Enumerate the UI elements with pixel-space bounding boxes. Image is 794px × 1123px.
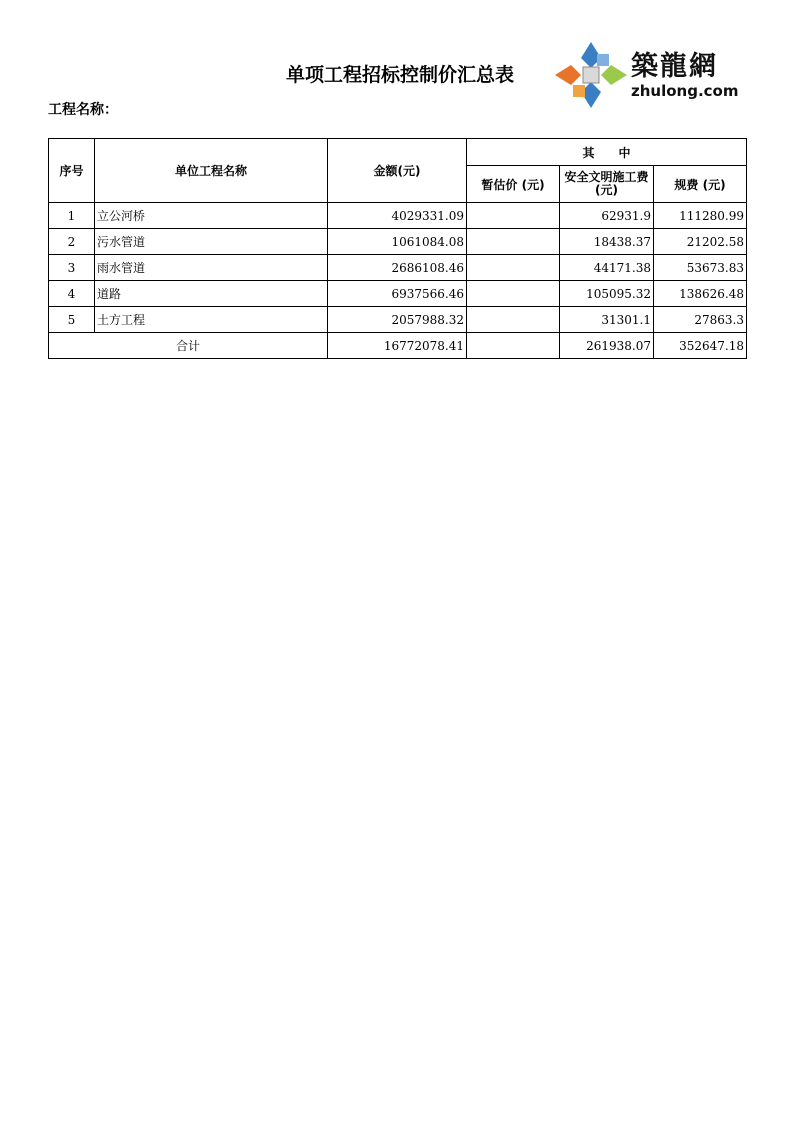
row-fees: 27863.3 (654, 307, 747, 333)
row-safety: 31301.1 (560, 307, 654, 333)
row-name: 立公河桥 (95, 203, 328, 229)
header-group: 其 中 (467, 139, 747, 166)
row-safety: 44171.38 (560, 255, 654, 281)
header-amount: 金额(元) (328, 139, 467, 203)
row-amount: 6937566.46 (328, 281, 467, 307)
total-safety: 261938.07 (560, 333, 654, 359)
row-provisional (467, 307, 560, 333)
table-row (49, 281, 747, 307)
logo-mark-icon (553, 40, 629, 110)
row-amount: 4029331.09 (328, 203, 467, 229)
row-safety: 18438.37 (560, 229, 654, 255)
row-fees: 21202.58 (654, 229, 747, 255)
total-row (49, 333, 747, 359)
logo-english-text: zhulong.com (631, 82, 739, 100)
zhulong-logo (553, 40, 746, 110)
total-provisional (467, 333, 560, 359)
row-name: 雨水管道 (95, 255, 328, 281)
row-index: 1 (49, 203, 95, 229)
row-amount: 2057988.32 (328, 307, 467, 333)
row-name: 污水管道 (95, 229, 328, 255)
header-unit-name: 单位工程名称 (95, 139, 328, 203)
row-amount: 1061084.08 (328, 229, 467, 255)
row-safety: 105095.32 (560, 281, 654, 307)
row-index: 3 (49, 255, 95, 281)
table-row (49, 255, 747, 281)
row-name: 道路 (95, 281, 328, 307)
project-name-label: 工程名称： (48, 102, 118, 118)
logo-chinese-text: 築龍網 (631, 51, 718, 82)
table-row (49, 203, 747, 229)
row-amount: 2686108.46 (328, 255, 467, 281)
total-fees: 352647.18 (654, 333, 747, 359)
header-safety: 安全文明施工费(元) (560, 166, 654, 203)
header-provisional: 暂估价 (元) (467, 166, 560, 203)
row-provisional (467, 255, 560, 281)
header-fees: 规费 (元) (654, 166, 747, 203)
table-row (49, 229, 747, 255)
table-row (49, 307, 747, 333)
total-label: 合计 (49, 333, 328, 359)
header-index: 序号 (49, 139, 95, 203)
summary-table (48, 138, 747, 359)
row-provisional (467, 203, 560, 229)
row-fees: 53673.83 (654, 255, 747, 281)
row-name: 土方工程 (95, 307, 328, 333)
page-title: 单项工程招标控制价汇总表 (285, 64, 514, 86)
total-amount: 16772078.41 (328, 333, 467, 359)
row-index: 5 (49, 307, 95, 333)
row-fees: 138626.48 (654, 281, 747, 307)
row-index: 4 (49, 281, 95, 307)
row-index: 2 (49, 229, 95, 255)
row-provisional (467, 281, 560, 307)
row-safety: 62931.9 (560, 203, 654, 229)
row-fees: 111280.99 (654, 203, 747, 229)
row-provisional (467, 229, 560, 255)
